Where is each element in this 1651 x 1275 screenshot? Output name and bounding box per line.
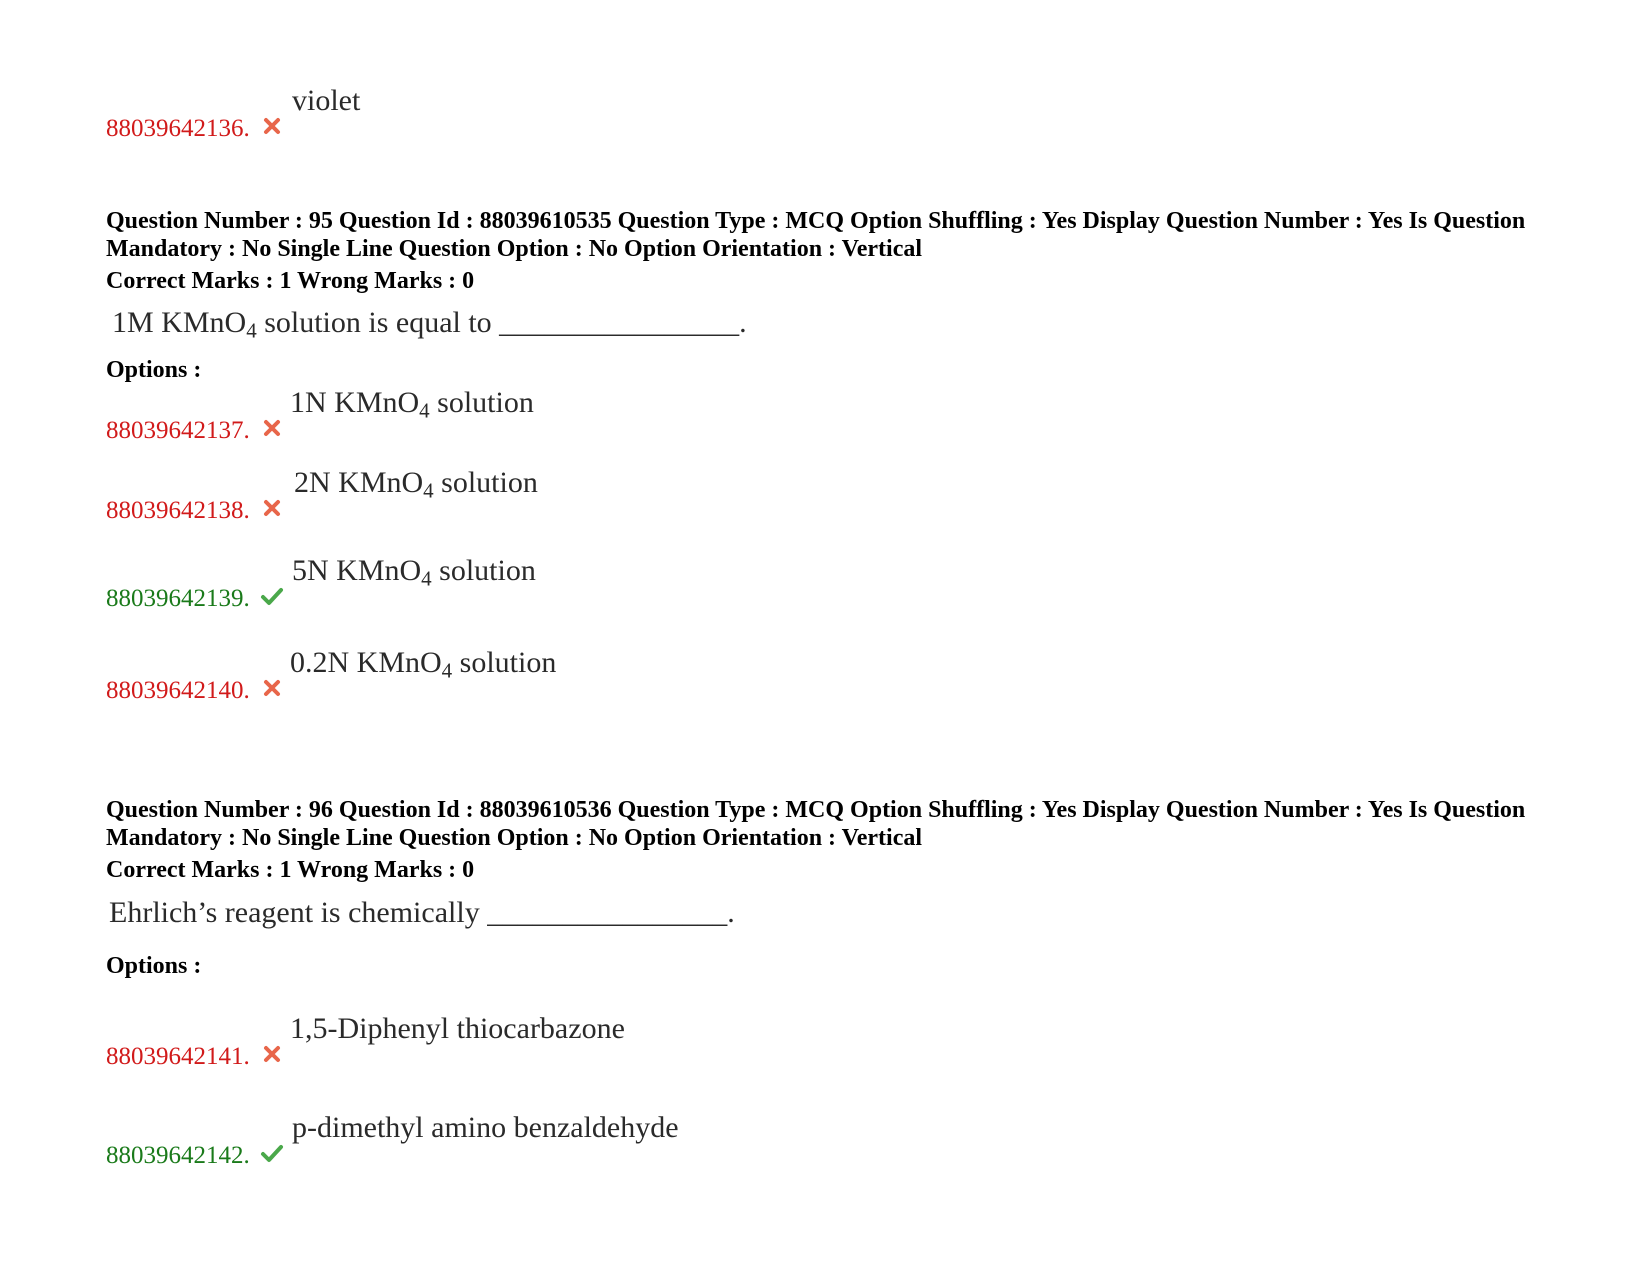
option-id: 88039642137. <box>106 417 250 444</box>
option-id: 88039642140. <box>106 677 250 704</box>
option-text-part: solution <box>429 386 534 419</box>
option-text <box>290 646 556 687</box>
option-text-part: 5N KMnO <box>292 554 422 587</box>
option-text: 1,5-Diphenyl thiocarbazone <box>290 1012 625 1045</box>
option-id: 88039642141. <box>106 1043 250 1070</box>
option-text-part: solution <box>452 646 557 679</box>
option-id: 88039642136. <box>106 115 250 142</box>
cross-icon <box>262 1044 282 1064</box>
option-id: 88039642142. <box>106 1142 250 1169</box>
subscript: 4 <box>246 318 257 343</box>
question-text-part: solution is equal to ________________. <box>256 306 747 339</box>
options-label: Options : <box>106 357 202 383</box>
question-marks: Correct Marks : 1 Wrong Marks : 0 <box>106 268 475 294</box>
question-text: Ehrlich’s reagent is chemically ________________. <box>109 896 735 929</box>
option-row <box>106 554 1006 614</box>
cross-icon <box>262 678 282 698</box>
question-marks: Correct Marks : 1 Wrong Marks : 0 <box>106 857 475 883</box>
option-text-part: solution <box>431 554 536 587</box>
option-row <box>106 84 1006 144</box>
option-text: p-dimethyl amino benzaldehyde <box>292 1111 679 1144</box>
question-text-part: 1M KMnO <box>112 306 247 339</box>
check-icon <box>260 586 284 606</box>
question-meta: Question Number : 95 Question Id : 88039610535 Question Type : MCQ Option Shuffling : Yes Display Question Number : Yes Is Question Mandatory : No Single Line Question Option : No Option Orientation : Vertical <box>106 208 1526 262</box>
option-text-part: 0.2N KMnO <box>290 646 442 679</box>
subscript: 4 <box>423 478 434 503</box>
cross-icon <box>262 418 282 438</box>
option-text: violet <box>292 84 361 117</box>
option-row <box>106 466 1006 526</box>
question-text <box>112 306 747 347</box>
cross-icon <box>262 498 282 518</box>
option-text <box>292 554 536 595</box>
option-text-part: 1N KMnO <box>290 386 420 419</box>
option-text-part: solution <box>433 466 538 499</box>
subscript: 4 <box>441 658 453 683</box>
option-row <box>106 1111 1006 1171</box>
check-icon <box>260 1143 284 1163</box>
option-text-part: 2N KMnO <box>294 466 424 499</box>
option-id: 88039642139. <box>106 585 250 612</box>
options-label: Options : <box>106 953 202 979</box>
option-row <box>106 386 1006 446</box>
subscript: 4 <box>419 398 430 423</box>
option-row <box>106 646 1006 706</box>
option-row <box>106 1012 1006 1072</box>
cross-icon <box>262 116 282 136</box>
option-text <box>290 386 534 427</box>
question-meta: Question Number : 96 Question Id : 88039610536 Question Type : MCQ Option Shuffling : Yes Display Question Number : Yes Is Question Mandatory : No Single Line Question Option : No Option Orientation : Vertical <box>106 797 1526 851</box>
option-id: 88039642138. <box>106 497 250 524</box>
option-text <box>294 466 538 507</box>
subscript: 4 <box>421 566 432 591</box>
